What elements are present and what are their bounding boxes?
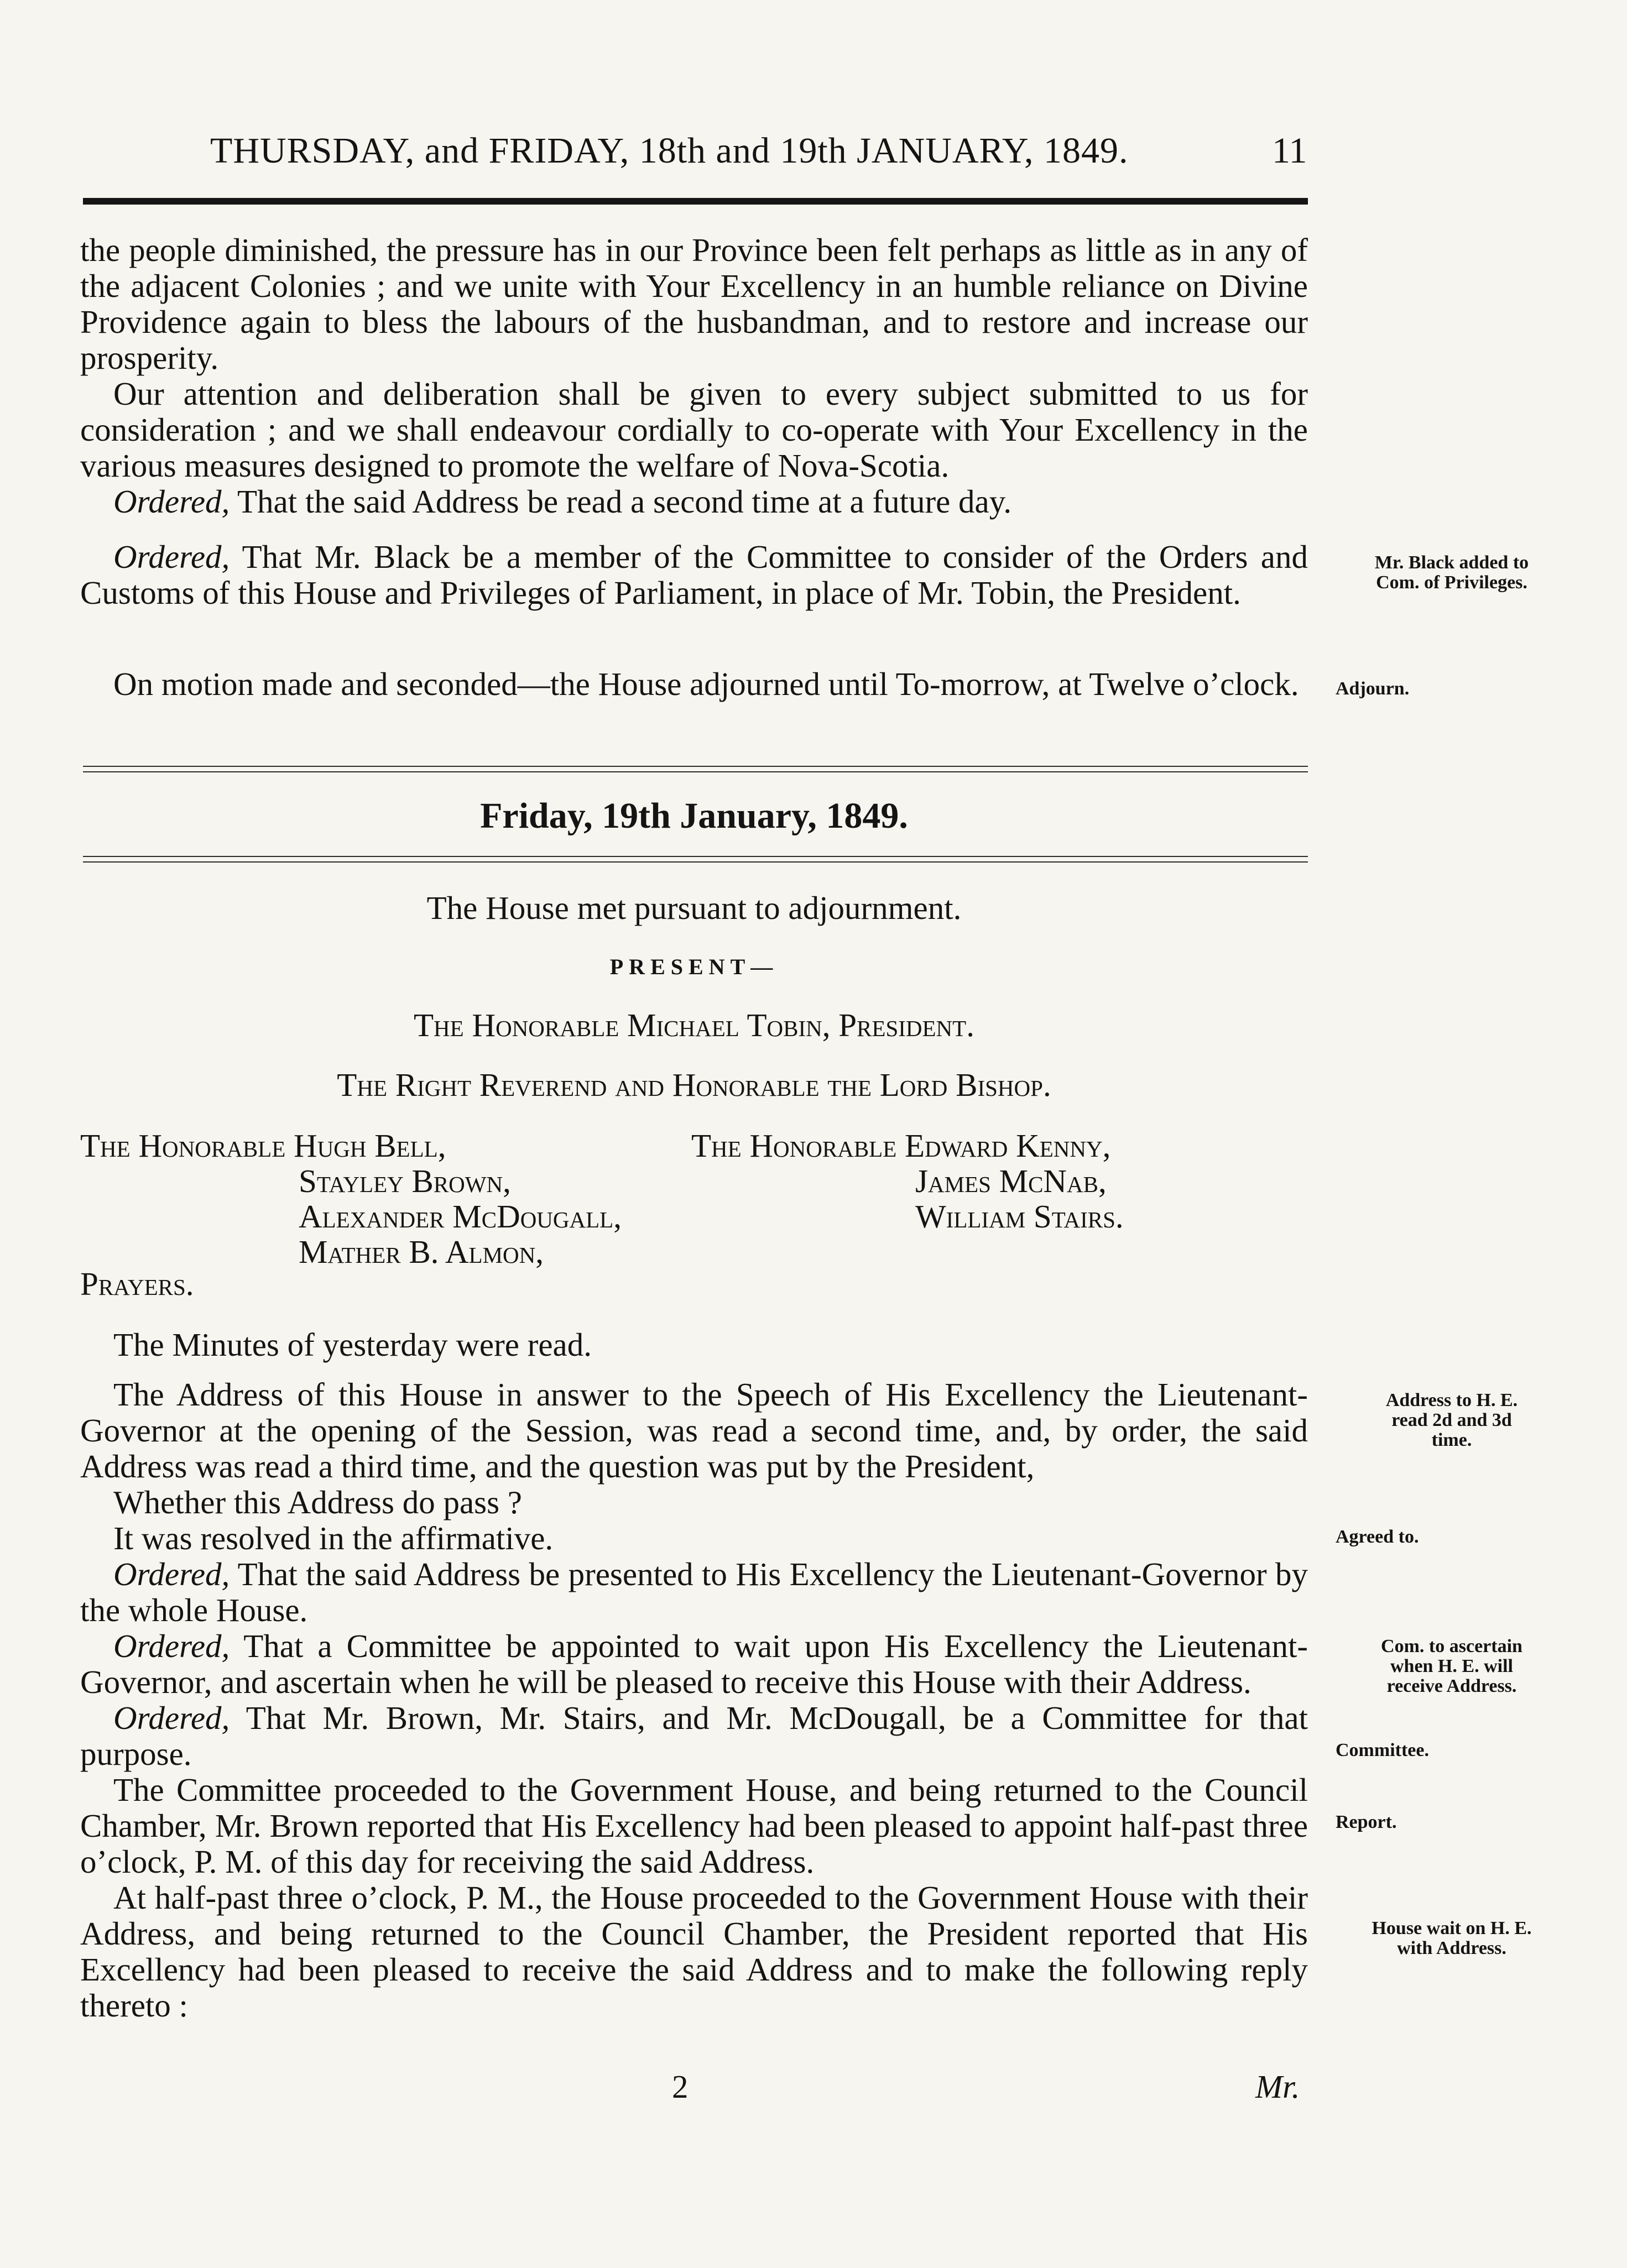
member: William Stairs. xyxy=(915,1198,1124,1235)
member: James McNab, xyxy=(915,1163,1107,1199)
member: The Honorable Hugh Bell, xyxy=(80,1127,446,1164)
margin-note-com-ascertain: Com. to ascertain when H. E. will receive Address. xyxy=(1381,1636,1522,1696)
ordered-black-committee: Ordered, That Mr. Black be a member of the Committee to consider of the Orders and Customs of this House and Privileges of Parliament, in place of Mr. Tobin, the President. xyxy=(80,539,1308,611)
margin-note-committee: Committee. xyxy=(1336,1740,1429,1760)
margin-note-agreed: Agreed to. xyxy=(1336,1527,1419,1547)
minutes-read: The Minutes of yesterday were read. xyxy=(113,1326,592,1363)
friday-date-heading: Friday, 19th January, 1849. xyxy=(480,796,908,836)
member: Alexander McDougall, xyxy=(299,1198,622,1235)
member: Mather B. Almon, xyxy=(299,1234,544,1270)
members-right-column xyxy=(691,1128,1124,1234)
section-rule-bottom-1 xyxy=(83,856,1308,857)
member: Stayley Brown, xyxy=(299,1163,511,1199)
running-header: THURSDAY, and FRIDAY, 18th and 19th JANUARY, 1849. xyxy=(210,130,1129,171)
house-met: The House met pursuant to adjournment. xyxy=(426,890,962,926)
thursday-section xyxy=(80,232,1308,520)
present-label: PRESENT— xyxy=(609,954,779,979)
margin-note-adjourn: Adjourn. xyxy=(1336,678,1410,699)
adjournment-paragraph: On motion made and seconded—the House adjourned until To-morrow, at Twelve o’clock. xyxy=(113,666,1299,702)
member: The Honorable Edward Kenny, xyxy=(691,1127,1111,1164)
address-paragraph-2: Our attention and deliberation shall be given to every subject submitted to us for consideration ; and we shall endeavour cordially to co-operate with Your Excellency in the various measures designed to promote the welfare of Nova-Scotia. xyxy=(80,375,1308,484)
address-continuation: the people diminished, the pressure has in our Province been felt perhaps as little as in any of the adjacent Colonies ; and we unite with Your Excellency in an humble reliance on Divine Providence again to bless the labours of the husbandman, and to restore and increase our prosperity. xyxy=(80,232,1308,376)
prayers: Prayers. xyxy=(80,1266,194,1302)
members-left-column xyxy=(80,1128,622,1269)
margin-note-address: Address to H. E. read 2d and 3d time. xyxy=(1385,1390,1518,1450)
section-rule-top-1 xyxy=(83,766,1308,767)
ordered-second-reading: Ordered, That the said Address be read a second time at a future day. xyxy=(113,483,1012,520)
president-line: The Honorable Michael Tobin, President. xyxy=(414,1007,974,1043)
signature-mark: 2 xyxy=(672,2068,689,2105)
catchword: Mr. xyxy=(1255,2068,1300,2105)
margin-note-black: Mr. Black added to Com. of Privileges. xyxy=(1374,552,1529,593)
section-rule-bottom-2 xyxy=(83,861,1308,863)
page-number: 11 xyxy=(1272,130,1307,171)
header-rule xyxy=(83,198,1308,205)
margin-note-report: Report. xyxy=(1336,1812,1397,1832)
section-rule-top-2 xyxy=(83,771,1308,772)
bishop-line: The Right Reverend and Honorable the Lord Bishop. xyxy=(337,1067,1051,1103)
margin-note-house-wait: House wait on H. E. with Address. xyxy=(1372,1918,1532,1958)
address-third-reading: The Address of this House in answer to the Speech of His Excellency the Lieutenant-Governor at the opening of the Session, was read a second time, and, by order, the said Address was read a third time, and the question was put by the President, Whether this Address do pass ? It was resolved in the affirmative. Ordered, That the said Address be presented to His Excellency the Lieutenant-Governor by the whole House. Ordered, That a Committee be appointed to wait upon His Excellency the Lieutenant-Governor, and ascertain when he will be pleased to receive this House with their Address. Ordered, That Mr. Brown, Mr. Stairs, and Mr. McDougall, be a Committee for that purpose. The Committee proceeded to the Government House, and being returned to the Council Chamber, Mr. Brown reported that His Excellency had been pleased to appoint half-past three o’clock, P. M. of this day for receiving the said Address. At half-past three o’clock, P. M., the House proceeded to the Government House with their Address, and being returned to the Council Chamber, the President reported that His Excellency had been pleased to receive the said Address and to make the following reply thereto : xyxy=(80,1376,1308,2024)
